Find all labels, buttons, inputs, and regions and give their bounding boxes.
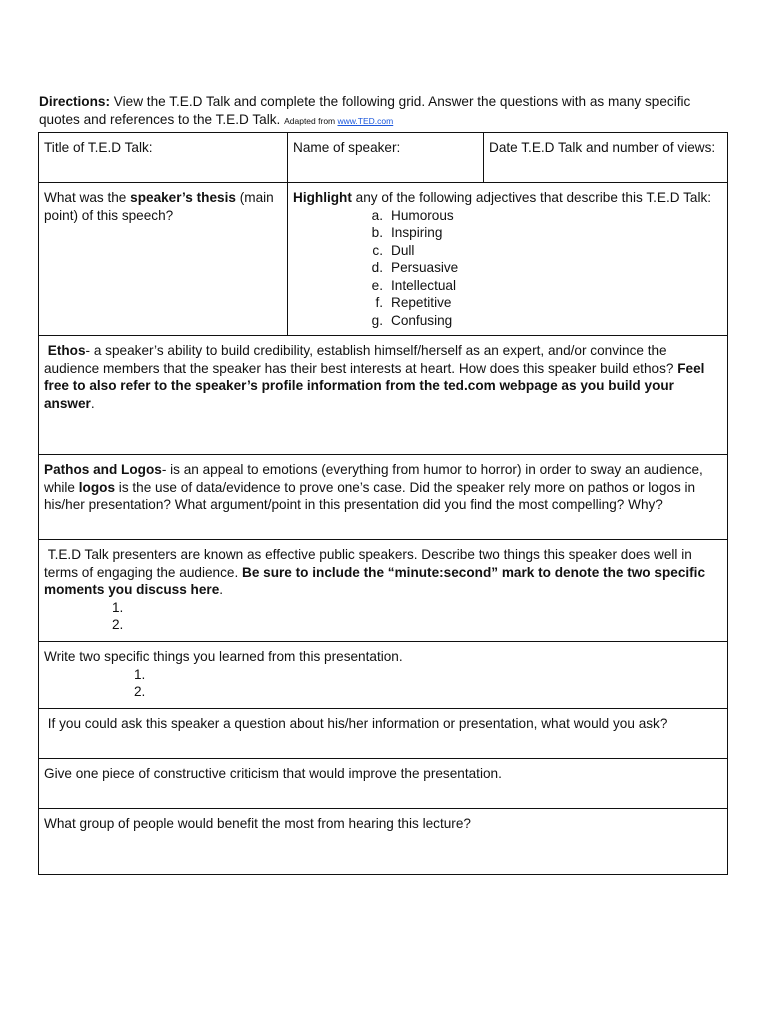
adjective-marker: e. <box>371 277 383 293</box>
pathos-cell[interactable] <box>39 455 728 540</box>
adjective-marker: b. <box>371 225 383 240</box>
adjective-label: Persuasive <box>391 260 459 275</box>
engaging-bold: Be sure to include the “minute:second” mark to denote the two specific moments you discuss here <box>44 564 706 597</box>
adjective-marker: g. <box>371 312 383 328</box>
adjective-marker: c. <box>372 242 383 258</box>
learned-cell[interactable] <box>39 642 728 709</box>
directions-label: Directions: <box>39 94 111 109</box>
adjective-item[interactable] <box>361 312 722 330</box>
learned-item[interactable]: 2. <box>134 684 146 699</box>
engaging-row <box>39 540 728 642</box>
adjective-marker: f. <box>375 295 383 310</box>
highlight-cell[interactable] <box>288 183 728 336</box>
adjective-label: Inspiring <box>391 225 443 240</box>
adapted-from-text: Adapted from <box>284 115 338 126</box>
adjective-label: Dull <box>391 242 415 258</box>
ethos-row <box>39 336 728 455</box>
question-row <box>39 709 728 759</box>
audience-row <box>39 809 728 875</box>
engaging-cell[interactable] <box>39 540 728 642</box>
adjective-marker: d. <box>371 260 383 275</box>
pathos-bold: Pathos and Logos <box>44 462 162 477</box>
pathos-text: - is an appeal to emotions (everything from humor to horror) in order to sway an audience, while <box>44 462 703 495</box>
title-cell[interactable] <box>39 133 288 183</box>
ethos-end: . <box>90 395 95 411</box>
adjective-item[interactable] <box>361 294 722 312</box>
audience-cell[interactable] <box>39 809 728 875</box>
ethos-text: - a speaker’s ability to build credibility, establish himself/herself as an expert, and/or convince the audience members that the speaker has their best interests at heart. How does this speaker build ethos? <box>44 343 678 376</box>
adjective-item[interactable] <box>361 242 722 260</box>
ethos-bold-instruction: Feel free to also refer to the speaker’s profile information from the ted.com webpage as you build your answer <box>44 360 705 411</box>
question-text: If you could ask this speaker a question about his/her information or presentation, what would you ask? <box>47 716 668 731</box>
highlight-bold: Highlight <box>293 190 352 205</box>
ethos-bold: Ethos <box>47 343 86 358</box>
learned-text: Write two specific things you learned from this presentation. <box>44 649 403 664</box>
adjective-item[interactable] <box>361 207 722 225</box>
thesis-bold: speaker’s thesis <box>130 190 236 205</box>
adjective-label: Confusing <box>391 312 453 328</box>
engaging-end: . <box>219 582 224 597</box>
engaging-item[interactable]: 2. <box>112 617 124 632</box>
thesis-pre: What was the <box>44 190 131 205</box>
engaging-item[interactable]: 1. <box>112 599 124 615</box>
engaging-text: T.E.D Talk presenters are known as effective public speakers. Describe two things this speaker does well in terms of engaging the audience. <box>44 547 692 580</box>
thesis-post: (main point) of this speech? <box>44 190 274 223</box>
date-cell[interactable] <box>484 133 728 183</box>
adjective-marker: a. <box>371 207 383 223</box>
thesis-cell[interactable] <box>39 183 288 336</box>
learned-list <box>44 666 722 701</box>
engaging-list <box>44 599 722 634</box>
pathos-row <box>39 455 728 540</box>
ted-link[interactable]: www.TED.com <box>337 115 394 126</box>
info-row <box>39 133 728 183</box>
criticism-text: Give one piece of constructive criticism that would improve the presentation. <box>44 766 502 781</box>
date-label: Date T.E.D Talk and number of views: <box>489 140 716 155</box>
audience-text: What group of people would benefit the most from hearing this lecture? <box>44 816 471 831</box>
adjective-list <box>293 207 722 330</box>
adjective-item[interactable] <box>361 277 722 295</box>
adjective-label: Repetitive <box>391 295 452 310</box>
adjective-label: Humorous <box>391 207 454 223</box>
adjective-item[interactable] <box>361 224 722 242</box>
ted-talk-grid <box>38 132 728 875</box>
logos-bold: logos <box>78 479 116 495</box>
criticism-cell[interactable] <box>39 759 728 809</box>
ethos-cell[interactable] <box>39 336 728 455</box>
question-cell[interactable] <box>39 709 728 759</box>
pathos-text-2: is the use of data/evidence to prove one’s case. Did the speaker rely more on pathos or logos in his/her presentation? What argument/point in this presentation did you find the most compelling? Why? <box>44 479 696 512</box>
speaker-cell[interactable] <box>288 133 484 183</box>
learned-row <box>39 642 728 709</box>
directions-text: View the T.E.D Talk and complete the following grid. Answer the questions with as many specific quotes and references to the T.E.D Talk. <box>39 94 691 127</box>
directions <box>39 93 699 130</box>
adjective-label: Intellectual <box>391 277 456 293</box>
title-label: Title of T.E.D Talk: <box>44 140 153 155</box>
criticism-row <box>39 759 728 809</box>
learned-item[interactable]: 1. <box>134 666 146 682</box>
highlight-text: any of the following adjectives that describe this T.E.D Talk: <box>351 190 712 205</box>
thesis-row <box>39 183 728 336</box>
speaker-label: Name of speaker: <box>293 140 401 155</box>
adjective-item[interactable] <box>361 259 722 277</box>
